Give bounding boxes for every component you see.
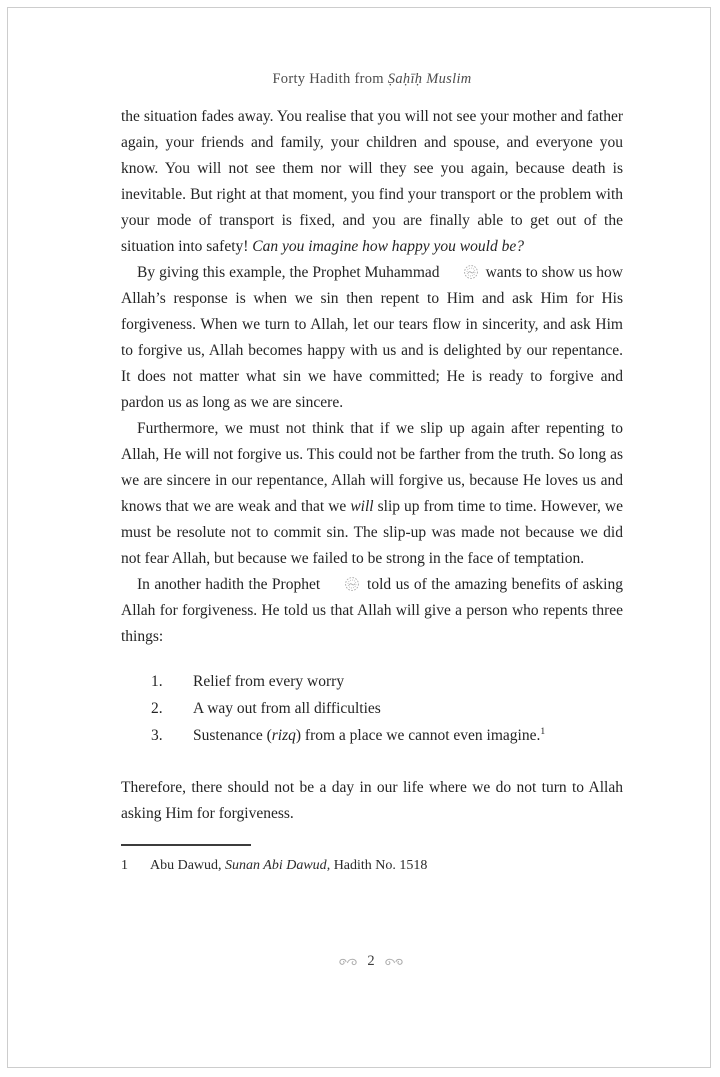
page-content	[121, 8, 623, 877]
list-item-text: Sustenance (rizq) from a place we cannot even imagine.$^1$	[193, 725, 546, 744]
running-header: Forty Hadith from Ṣaḥīḥ Muslim	[272, 71, 472, 87]
pbuh-calligraphy-icon	[328, 576, 360, 592]
benefits-list	[121, 668, 623, 749]
footnote-marker: 1	[121, 858, 128, 873]
paragraph: In another hadith the Prophet told us of the amazing benefits of asking Allah for forgiveness. He told us that Allah will give a person who repents three things:	[121, 576, 623, 645]
page-number: 2	[367, 953, 375, 969]
pbuh-calligraphy-icon	[447, 264, 479, 280]
book-page	[7, 7, 711, 1068]
footnote	[121, 855, 623, 877]
list-item-text: Relief from every worry	[193, 673, 345, 690]
list-item	[121, 695, 623, 722]
body-paragraphs	[121, 104, 623, 650]
flourish-right-icon	[384, 956, 405, 968]
list-item-number: 1.	[151, 673, 163, 690]
flourish-left-icon	[337, 956, 358, 968]
list-item-number: 2.	[151, 700, 163, 717]
list-item-number: 3.	[151, 727, 163, 744]
paragraph: Furthermore, we must not think that if we slip up again after repenting to Allah, He will not forgive us. This could not be farther from the truth. So long as we are sincere in our repentance, Allah will forgive us, because He loves us and knows that we are weak and that we will slip up from time to time. However, we must be resolute not to commit sin. The slip-up was made not because we did not fear Allah, but because we failed to be strong in the face of temptation.	[121, 420, 623, 567]
closing-paragraph: Therefore, there should not be a day in our life where we do not turn to Allah asking Him for forgiveness.	[121, 779, 623, 822]
page-footer	[120, 953, 622, 970]
footnote-separator	[121, 844, 251, 846]
paragraph: By giving this example, the Prophet Muhammad wants to show us how Allah’s response is when we sin then repent to Him and ask Him for His forgiveness. When we turn to Allah, let our tears flow in sincerity, and ask Him to forgive us, Allah becomes happy with us and is delighted by our repentance. It does not matter what sin we have committed; He is ready to forgive and pardon us as long as we are sincere.	[121, 264, 624, 411]
footnote-section	[121, 844, 623, 877]
list-item-text: A way out from all difficulties	[193, 700, 381, 717]
list-item	[121, 668, 623, 695]
paragraph: the situation fades away. You realise that you will not see your mother and father again, your friends and family, your children and spouse, and everyone you know. You will not see them nor will they see you again, because death is inevitable. But right at that moment, you find your transport or the problem with your mode of transport is fixed, and you are finally able to get out of the situation into safety! Can you imagine how happy you would be?	[121, 108, 623, 255]
list-item	[121, 722, 623, 749]
footnote-text: Abu Dawud, Sunan Abi Dawud, Hadith No. 1518	[150, 858, 428, 873]
